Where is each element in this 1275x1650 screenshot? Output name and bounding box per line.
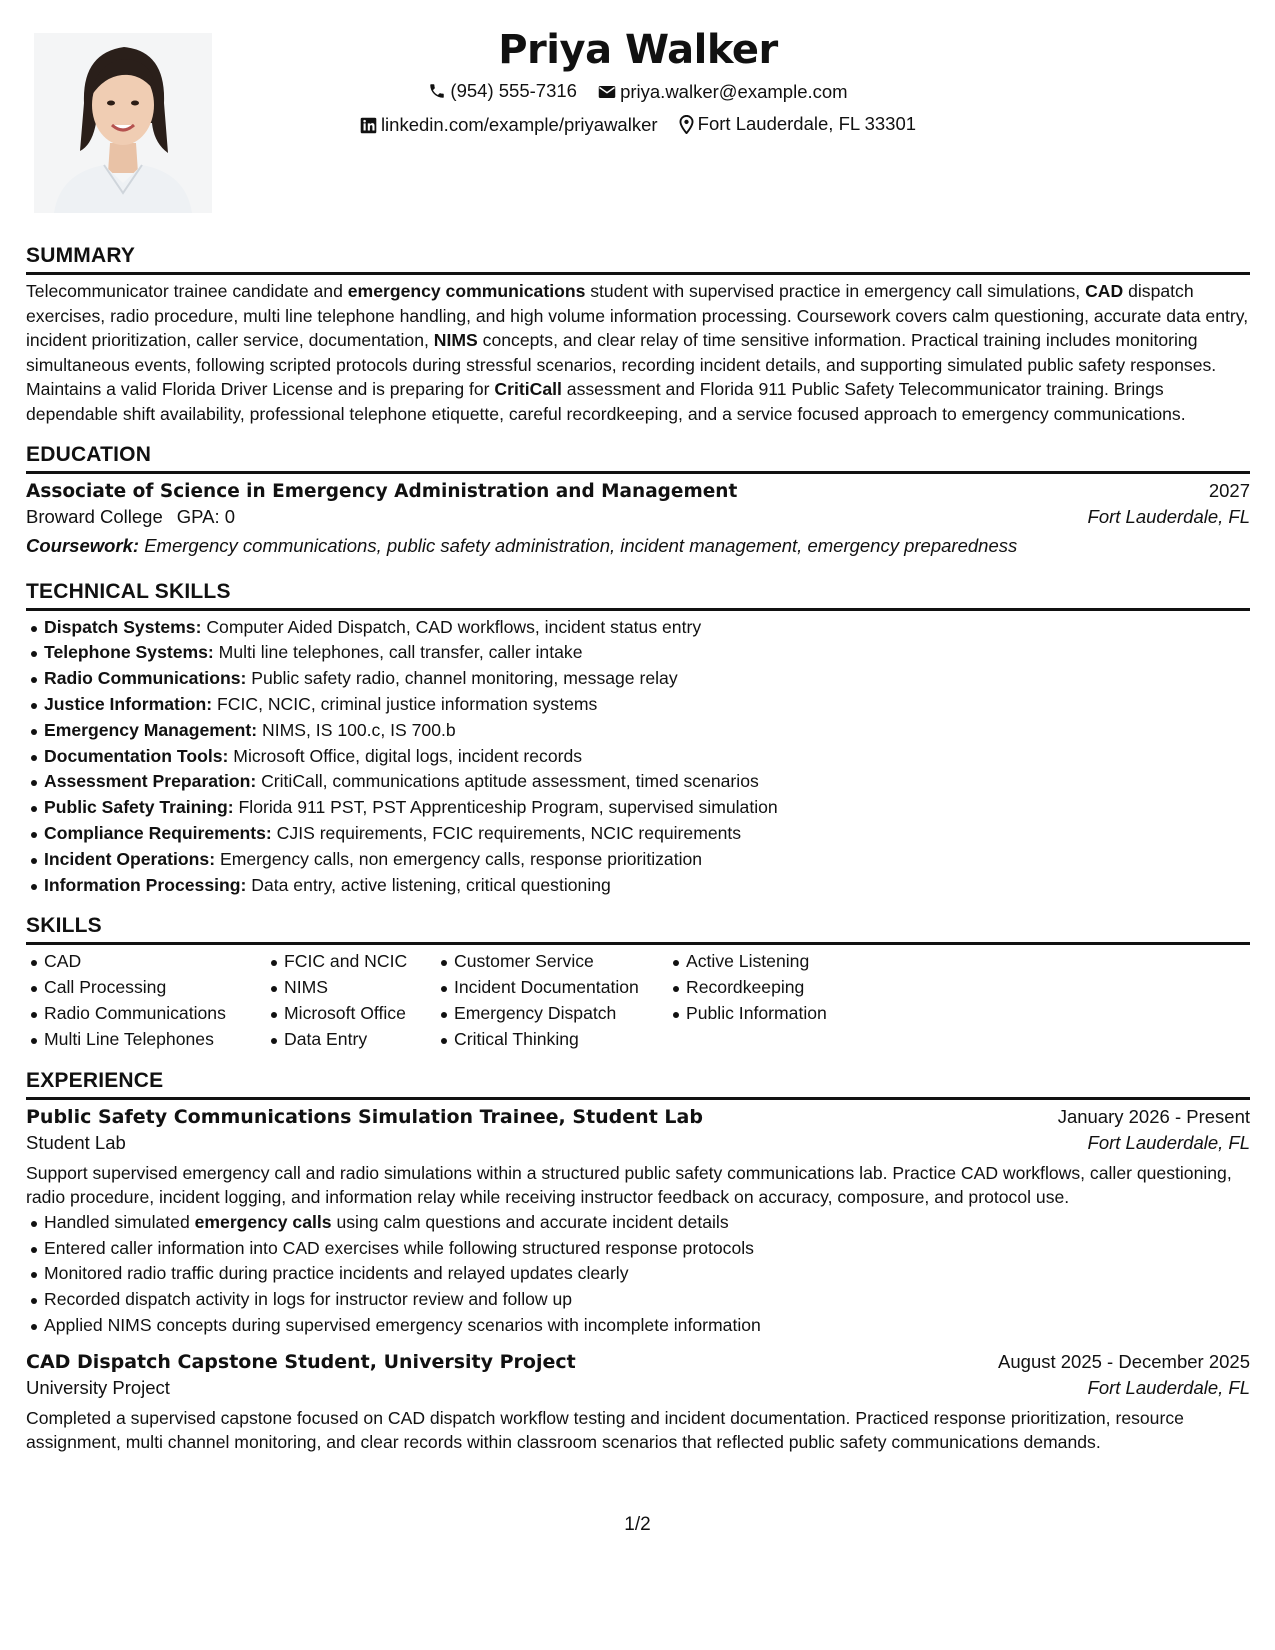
job-entry-2 — [26, 1351, 1250, 1455]
job-title: CAD Dispatch Capstone Student, University Project — [26, 1350, 576, 1373]
contact-line-1 — [26, 76, 1250, 109]
list-item: Incident Operations: Emergency calls, non emergency calls, response prioritization — [44, 847, 1250, 873]
list-item: Applied NIMS concepts during supervised emergency scenarios with incomplete information — [44, 1313, 1250, 1339]
job-description: Completed a supervised capstone focused on CAD dispatch workflow testing and incident documentation. Practiced response prioritization, resource assignment, multi channel monitoring, and clear records within classroom scenarios that reflected public safety communications demands. — [26, 1407, 1184, 1453]
technical-skills-section — [26, 580, 1250, 899]
list-item: Radio Communications — [44, 1001, 266, 1027]
page-number: 1/2 — [624, 1514, 651, 1535]
skills-section — [26, 914, 1250, 1052]
technical-skills-list — [26, 615, 1250, 899]
list-item: Public Safety Training: Florida 911 PST, PST Apprenticeship Program, supervised simulation — [44, 795, 1250, 821]
linkedin-contact[interactable] — [360, 110, 658, 140]
list-item: Compliance Requirements: CJIS requirements, FCIC requirements, NCIC requirements — [44, 821, 1250, 847]
summary-heading: SUMMARY — [26, 244, 1250, 275]
list-item: Justice Information: FCIC, NCIC, criminal justice information systems — [44, 692, 1250, 718]
experience-section — [26, 1069, 1250, 1455]
list-item: Incident Documentation — [454, 975, 668, 1001]
job-org: University Project — [26, 1376, 170, 1398]
resume-page — [26, 24, 1250, 1455]
list-item: Entered caller information into CAD exercises while following structured response protocols — [44, 1236, 1250, 1262]
list-item: Multi Line Telephones — [44, 1027, 266, 1053]
location-text: Fort Lauderdale, FL 33301 — [697, 113, 917, 134]
email-contact[interactable] — [598, 77, 848, 107]
job-dates: August 2025 - December 2025 — [998, 1350, 1250, 1372]
location-contact — [679, 109, 916, 139]
list-item: Recordkeeping — [686, 975, 886, 1001]
phone-icon — [428, 82, 446, 100]
summary-section — [26, 244, 1250, 427]
education-heading: EDUCATION — [26, 443, 1250, 474]
list-item: NIMS — [284, 975, 436, 1001]
list-item: FCIC and NCIC — [284, 949, 436, 975]
job-description: Support supervised emergency call and radio simulations within a structured public safety communications lab. Practice CAD workflows, caller questioning, radio procedure, incident logging, and information relay while receiving instructor feedback on accuracy, composure, and protocol use. — [26, 1162, 1232, 1208]
list-item: Radio Communications: Public safety radio, channel monitoring, message relay — [44, 666, 1250, 692]
school-name: Broward College — [26, 505, 163, 527]
list-item: Monitored radio traffic during practice incidents and relayed updates clearly — [44, 1261, 1250, 1287]
technical-skills-heading: TECHNICAL SKILLS — [26, 580, 1250, 611]
list-item: Customer Service — [454, 949, 668, 975]
job-org-row — [26, 1128, 1250, 1157]
job-org-row — [26, 1373, 1250, 1402]
degree-row — [26, 480, 1250, 502]
job-org: Student Lab — [26, 1131, 126, 1153]
linkedin-icon — [360, 117, 377, 134]
phone-contact[interactable] — [428, 76, 577, 106]
list-item: CAD — [44, 949, 266, 975]
list-item: Information Processing: Data entry, active listening, critical questioning — [44, 873, 1250, 899]
header-center — [26, 24, 1250, 143]
job-title-row — [26, 1106, 1250, 1128]
job-bullets — [26, 1210, 1250, 1339]
list-item: Emergency Dispatch — [454, 1001, 668, 1027]
email-address: priya.walker@example.com — [620, 81, 848, 102]
map-pin-icon — [679, 115, 694, 134]
list-item: Microsoft Office — [284, 1001, 436, 1027]
skills-column-1 — [26, 949, 266, 1052]
job-title: Public Safety Communications Simulation Trainee, Student Lab — [26, 1105, 703, 1128]
list-item: Active Listening — [686, 949, 886, 975]
job-dates: January 2026 - Present — [1057, 1105, 1250, 1127]
resume-header — [26, 24, 1250, 214]
list-item: Telephone Systems: Multi line telephones, call transfer, caller intake — [44, 640, 1250, 666]
list-item: Handled simulated emergency calls using calm questions and accurate incident details — [44, 1210, 1250, 1236]
list-item: Public Information — [686, 1001, 886, 1027]
list-item: Emergency Management: NIMS, IS 100.c, IS 700.b — [44, 718, 1250, 744]
list-item: Data Entry — [284, 1027, 436, 1053]
job-title-row — [26, 1351, 1250, 1373]
list-item: Critical Thinking — [454, 1027, 668, 1053]
coursework: Coursework: Emergency communications, public safety administration, incident management, emergency preparedness — [26, 534, 1018, 556]
list-item: Recorded dispatch activity in logs for instructor review and follow up — [44, 1287, 1250, 1313]
school-row — [26, 502, 1250, 531]
skills-column-4 — [668, 949, 886, 1052]
skills-column-2 — [266, 949, 436, 1052]
education-section — [26, 443, 1250, 560]
candidate-name: Priya Walker — [498, 27, 778, 73]
summary-text: Telecommunicator trainee candidate and emergency communications student with supervised practice in emergency call simulations, CAD dispatch exercises, radio procedure, multi line telephone handling, and high volume information processing. Coursework covers calm questioning, accurate data entry, incident prioritization, caller service, documentation, NIMS concepts, and clear relay of time sensitive information. Practical training includes monitoring simultaneous events, following scripted protocols during stressful scenarios, recording incident details, and supporting simulated public safety responses. Maintains a valid Florida Driver License and is preparing for CritiCall assessment and Florida 911 Public Safety Telecommunicator training. Brings dependable shift availability, professional telephone etiquette, careful recordkeeping, and a service focused approach to emergency communications. — [26, 281, 1249, 424]
skills-grid — [26, 949, 1250, 1052]
linkedin-url: linkedin.com/example/priyawalker — [380, 114, 658, 135]
list-item: Assessment Preparation: CritiCall, communications aptitude assessment, timed scenarios — [44, 769, 1250, 795]
list-item: Dispatch Systems: Computer Aided Dispatch, CAD workflows, incident status entry — [44, 615, 1250, 641]
list-item: Documentation Tools: Microsoft Office, digital logs, incident records — [44, 744, 1250, 770]
job-location: Fort Lauderdale, FL — [1087, 1376, 1250, 1398]
gpa: GPA: 0 — [176, 505, 236, 527]
list-item: Call Processing — [44, 975, 266, 1001]
phone-number: (954) 555-7316 — [450, 80, 577, 101]
skills-column-3 — [436, 949, 668, 1052]
job-entry-1 — [26, 1106, 1250, 1339]
envelope-icon — [598, 84, 616, 100]
contact-line-2 — [26, 109, 1250, 143]
skills-heading: SKILLS — [26, 914, 1250, 945]
school-location: Fort Lauderdale, FL — [1087, 505, 1250, 527]
degree-title: Associate of Science in Emergency Administration and Management — [26, 480, 738, 502]
job-location: Fort Lauderdale, FL — [1087, 1131, 1250, 1153]
experience-heading: EXPERIENCE — [26, 1069, 1250, 1100]
graduation-year: 2027 — [1208, 479, 1250, 501]
